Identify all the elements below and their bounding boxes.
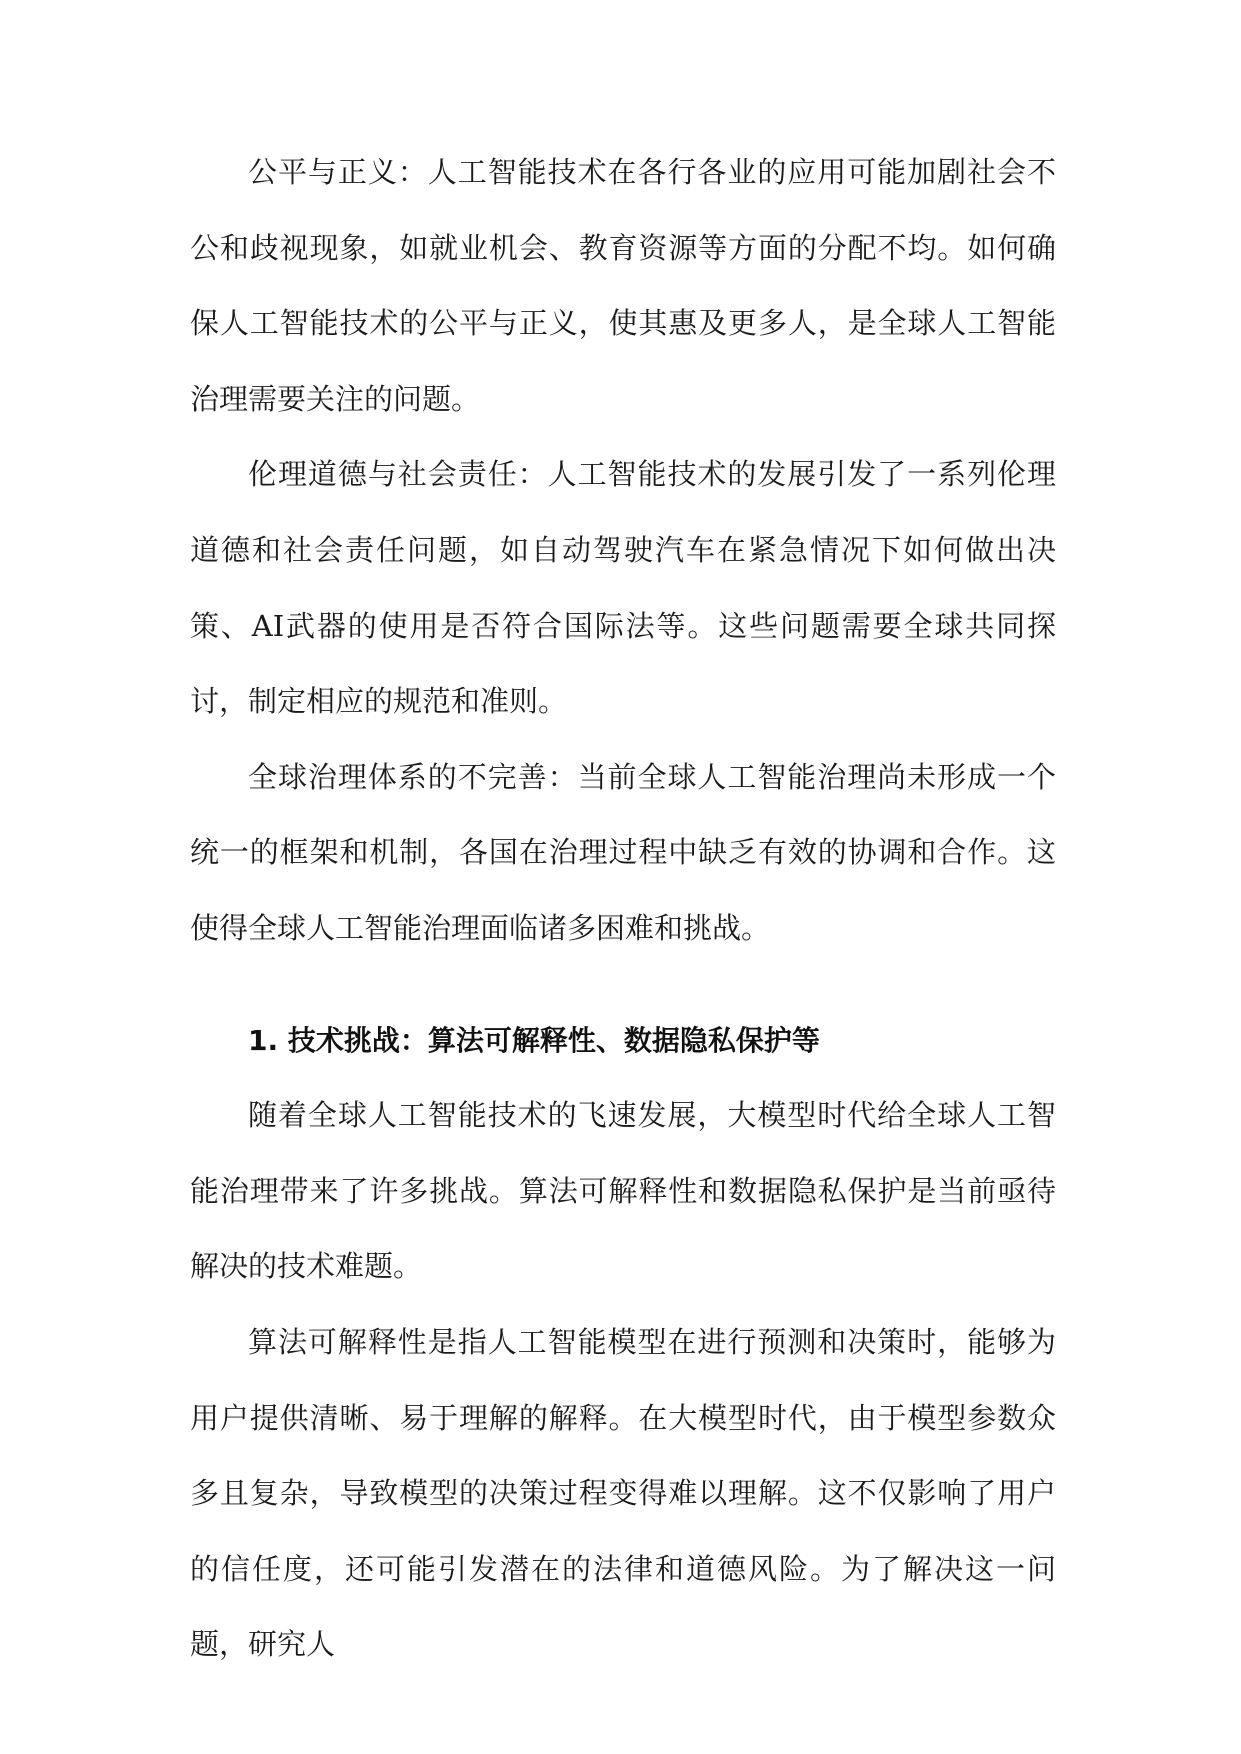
paragraph-explainability: 算法可解释性是指人工智能模型在进行预测和决策时，能够为用户提供清晰、易于理解的解释。在大模型时代，由于模型参数众多且复杂，导致模型的决策过程变得难以理解。这不仅影响了用户的信任度，还可能引发潜在的法律和道德风险。为了解决这一问题，研究人: [190, 1324, 1056, 1662]
paragraph-ethics: 伦理道德与社会责任：人工智能技术的发展引发了一系列伦理道德和社会责任问题，如自动驾驶汽车在紧急情况下如何做出决策、AI武器的使用是否符合国际法等。这些问题需要全球共同探讨，制定相应的规范和准则。: [190, 457, 1056, 719]
section-heading: 1. 技术挑战：算法可解释性、数据隐私保护等: [248, 1023, 820, 1057]
paragraph-tech-challenges: 随着全球人工智能技术的飞速发展，大模型时代给全球人工智能治理带来了许多挑战。算法可解释性和数据隐私保护是当前亟待解决的技术难题。: [190, 1098, 1056, 1284]
document-body: [190, 135, 1056, 1683]
paragraph-fairness: 公平与正义：人工智能技术在各行各业的应用可能加剧社会不公和歧视现象，如就业机会、教育资源等方面的分配不均。如何确保人工智能技术的公平与正义，使其惠及更多人，是全球人工智能治理需要关注的问题。: [190, 155, 1056, 416]
paragraph-governance-system: 全球治理体系的不完善：当前全球人工智能治理尚未形成一个统一的框架和机制，各国在治理过程中缺乏有效的协调和合作。这使得全球人工智能治理面临诸多困难和挑战。: [190, 759, 1056, 945]
